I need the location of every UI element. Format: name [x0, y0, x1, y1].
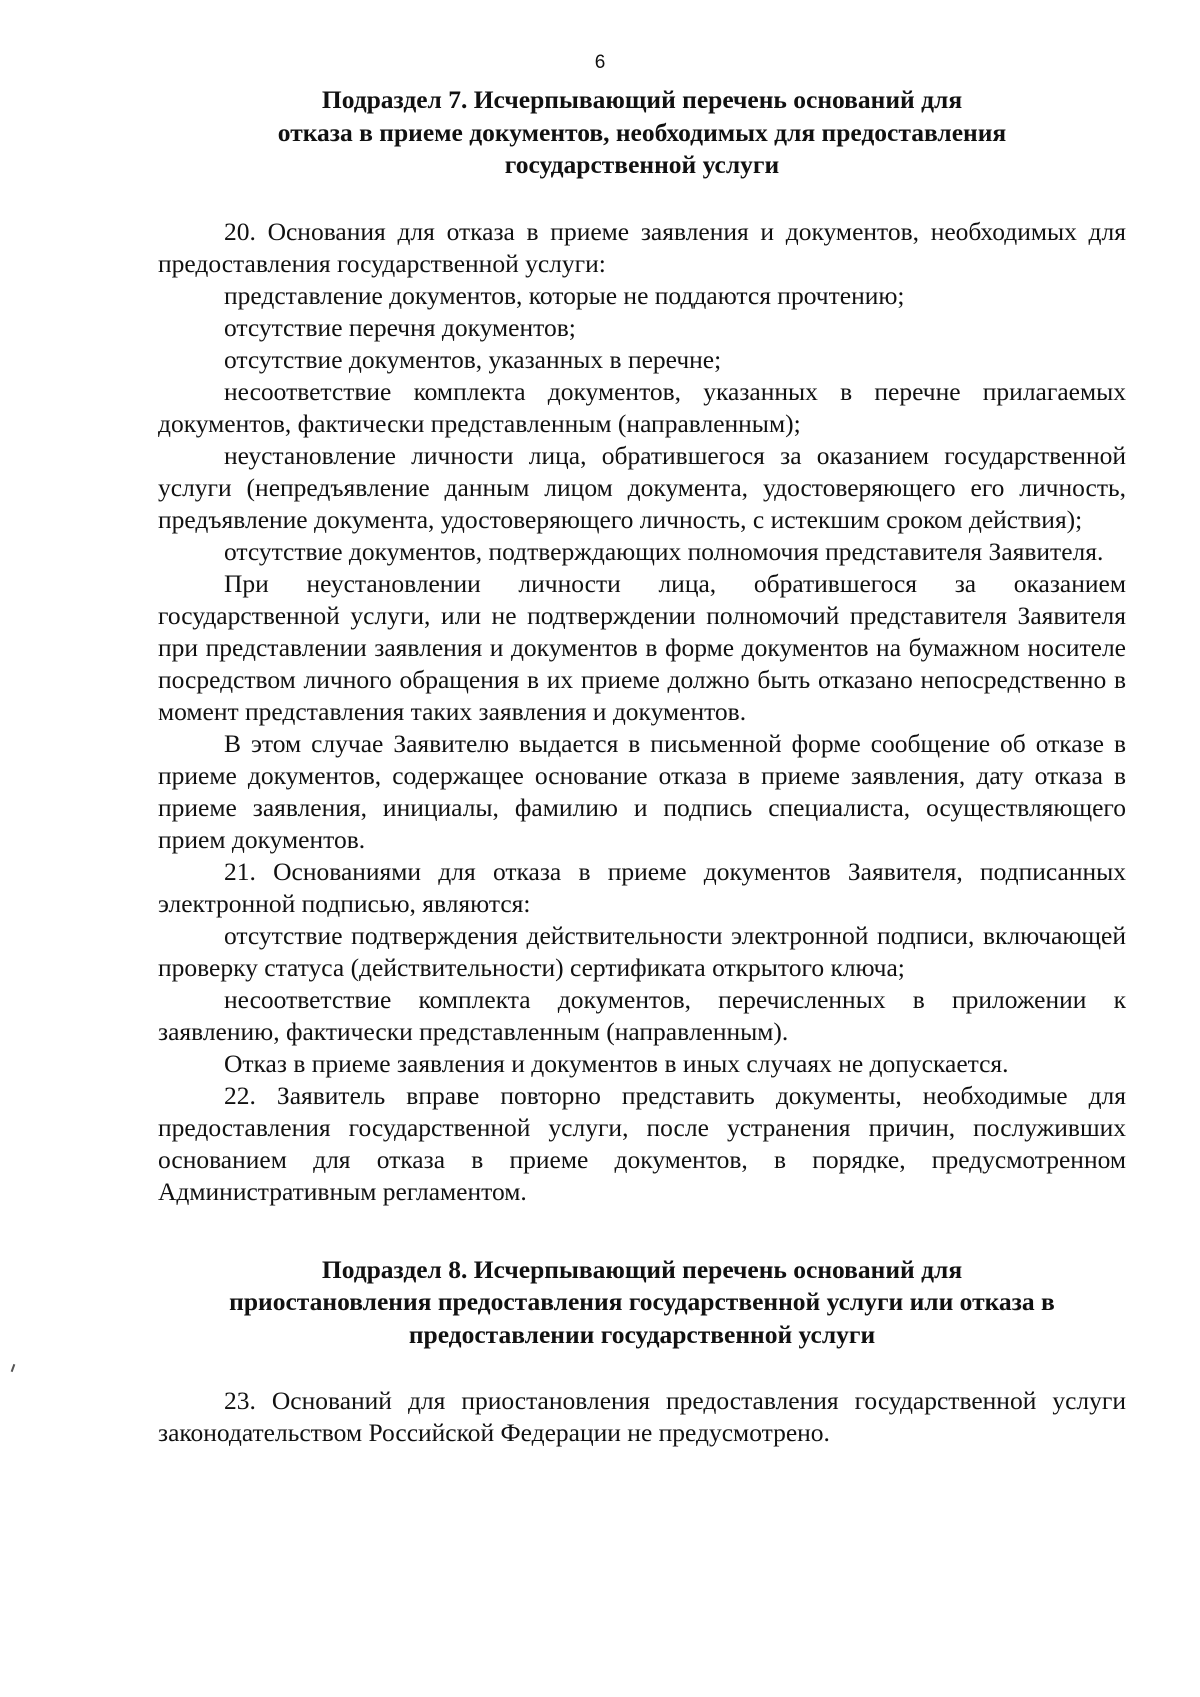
list-item: неустановление личности лица, обратившегося за оказанием государственной услуги (непредъявление данным лицом документа, удостоверяющего его личность, предъявление документа, удостоверяющего личность, с истекшим сроком действия);: [158, 440, 1126, 534]
paragraph-23: 23. Оснований для приостановления предоставления государственной услуги законодательством Российской Федерации не предусмотрено.: [158, 1386, 1126, 1447]
list-item: отсутствие перечня документов;: [224, 312, 576, 342]
section-8-heading-line: приостановления предоставления государственной услуги или отказа в: [229, 1287, 1055, 1316]
section-7-heading-line: отказа в приеме документов, необходимых для предоставления: [277, 117, 1007, 147]
section-8-heading-line: предоставлении государственной услуги: [408, 1319, 876, 1349]
section-8-heading-line: Подраздел 8. Исчерпывающий перечень оснований для: [321, 1254, 963, 1284]
document-body: [158, 84, 1126, 1449]
section-7-heading: [158, 84, 1126, 182]
paragraph-20: 20. Основания для отказа в приеме заявления и документов, необходимых для предоставления государственной услуги:: [158, 216, 1126, 278]
spacer: [158, 1351, 1126, 1385]
spacer: [158, 182, 1126, 216]
page-number: 6: [594, 52, 606, 73]
paragraph: Отказ в приеме заявления и документов в иных случаях не допускается.: [224, 1048, 1009, 1078]
list-item: отсутствие подтверждения действительности электронной подписи, включающей проверку статуса (действительности) сертификата открытого ключа;: [158, 920, 1126, 982]
section-7-heading-line: Подраздел 7. Исчерпывающий перечень оснований для: [321, 85, 963, 114]
list-item: несоответствие комплекта документов, указанных в перечне прилагаемых документов, фактически представленным (направленным);: [158, 376, 1126, 438]
spacer: [158, 1208, 1126, 1254]
paragraph-21: 21. Основаниями для отказа в приеме документов Заявителя, подписанных электронной подписью, являются:: [158, 856, 1126, 918]
list-item: отсутствие документов, подтверждающих полномочия представителя Заявителя.: [224, 536, 1104, 566]
paragraph: В этом случае Заявителю выдается в письменной форме сообщение об отказе в приеме документов, содержащее основание отказа в приеме заявления, дату отказа в приеме заявления, инициалы, фамилию и подпись специалиста, осуществляющего прием документов.: [158, 728, 1126, 854]
list-item: представление документов, которые не поддаются прочтению;: [224, 280, 905, 310]
paragraph: При неустановлении личности лица, обратившегося за оказанием государственной услуги, или не подтверждении полномочий представителя Заявителя при представлении заявления и документов в форме документов на бумажном носителе посредством личного обращения в их приеме должно быть отказано непосредственно в момент представления таких заявления и документов.: [158, 568, 1126, 726]
list-item: отсутствие документов, указанных в перечне;: [224, 344, 722, 374]
scan-artifact: [11, 1364, 16, 1372]
list-item: несоответствие комплекта документов, перечисленных в приложении к заявлению, фактически представленным (направленным).: [158, 984, 1126, 1046]
section-8-heading: [158, 1254, 1126, 1352]
paragraph-22: 22. Заявитель вправе повторно представить документы, необходимые для предоставления государственной услуги, после устранения причин, послуживших основанием для отказа в приеме документов, в порядке, предусмотренном Административным регламентом.: [158, 1080, 1126, 1206]
section-7-heading-line: государственной услуги: [504, 150, 780, 179]
